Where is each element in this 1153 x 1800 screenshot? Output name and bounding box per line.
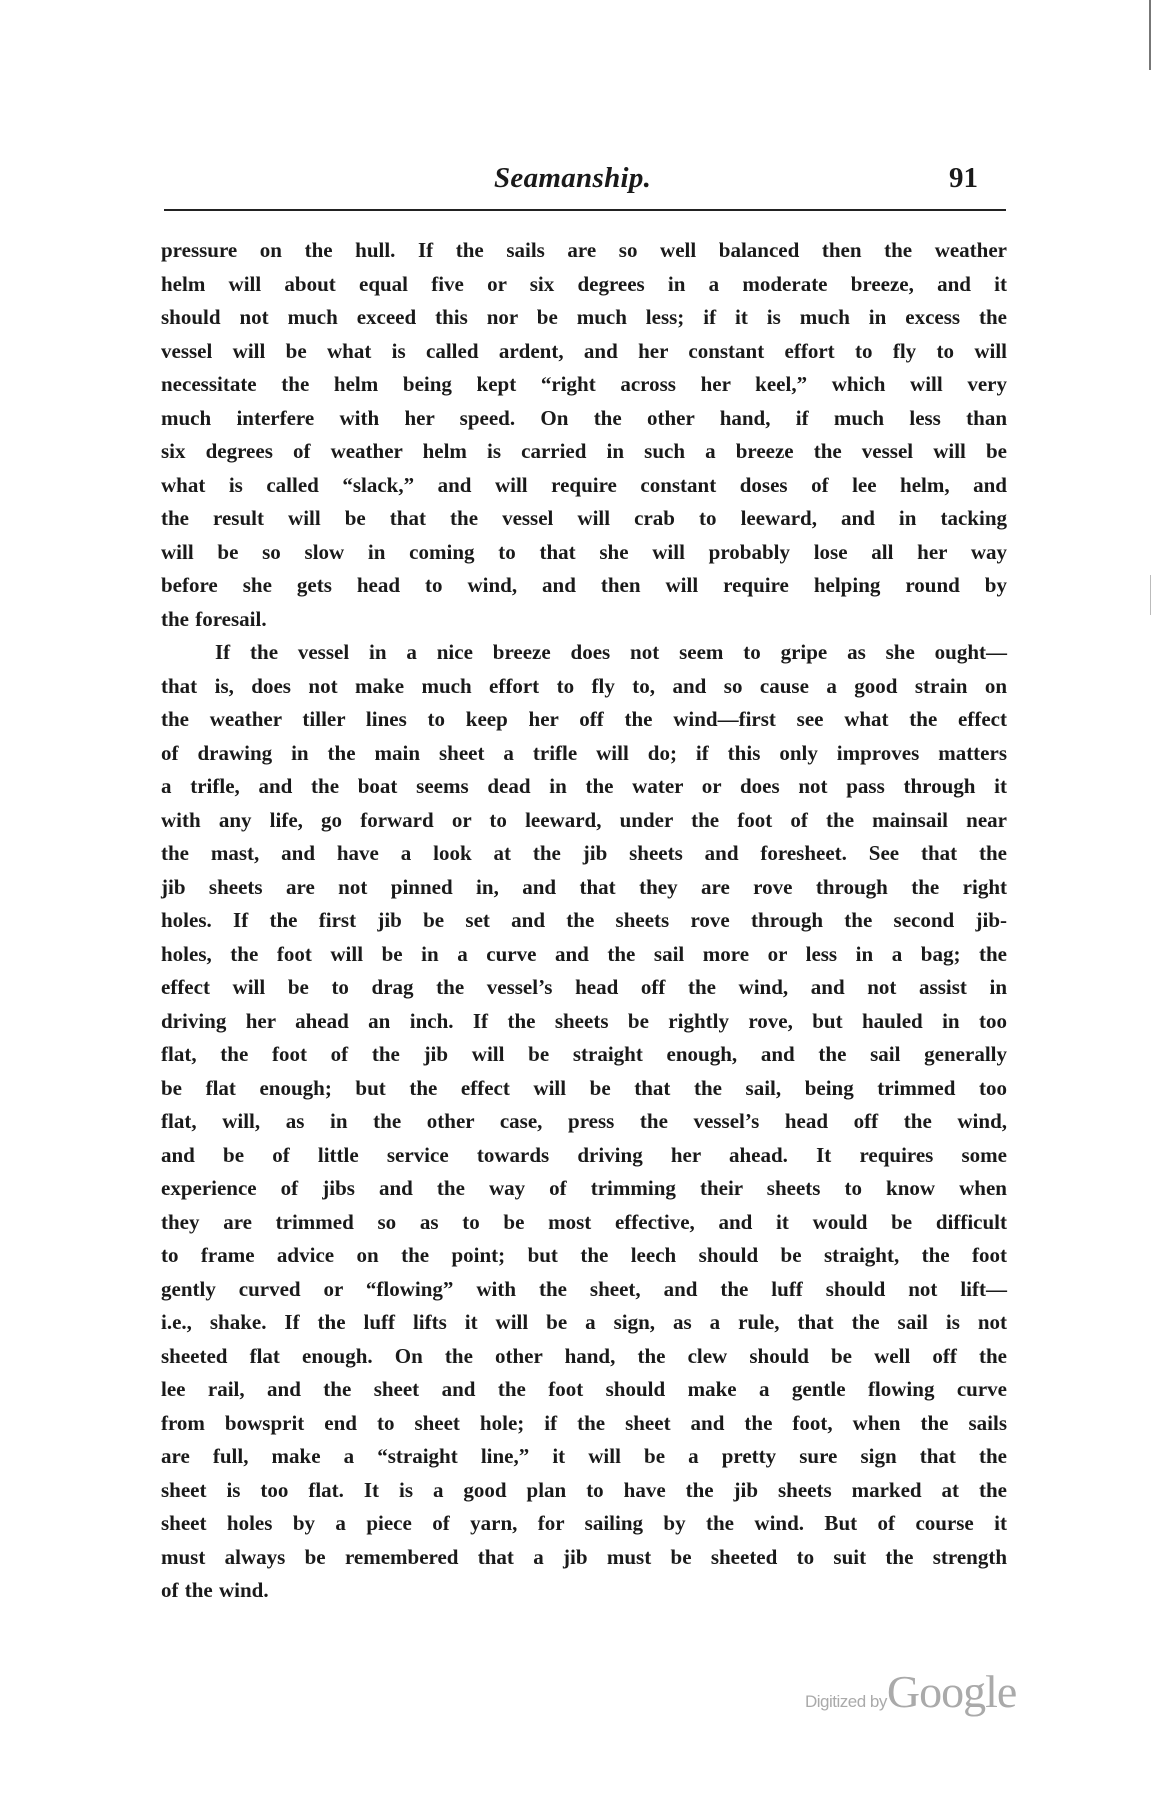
text-line: should not much exceed this nor be much less; if it is much in excess the [161, 305, 1007, 329]
text-line: the result will be that the vessel will crab to leeward, and in tacking [161, 506, 1007, 530]
text-line: six degrees of weather helm is carried in such a breeze the vessel will be [161, 439, 1007, 463]
text-line: what is called “slack,” and will require constant doses of lee helm, and [161, 472, 1007, 497]
text-line: the foresail. [161, 606, 267, 631]
running-title: Seamanship. [494, 162, 652, 194]
text-line: holes, the foot will be in a curve and the sail more or less in a bag; the [161, 941, 1007, 966]
text-line: jib sheets are not pinned in, and that they are rove through the right [161, 874, 1007, 899]
text-line: pressure on the hull. If the sails are so well balanced then the weather [161, 238, 1007, 262]
text-line: are full, make a “straight line,” it will be a pretty sure sign that the [161, 1444, 1007, 1468]
text-line: driving her ahead an inch. If the sheets be rightly rove, but hauled in too [161, 1008, 1007, 1033]
text-line: sheeted flat enough. On the other hand, the clew should be well off the [161, 1343, 1007, 1368]
text-line: with any life, go forward or to leeward, under the foot of the mainsail near [161, 807, 1007, 832]
text-line: flat, will, as in the other case, press the vessel’s head off the wind, [161, 1109, 1007, 1133]
text-line: If the vessel in a nice breeze does not seem to gripe as she ought— [215, 640, 1007, 664]
text-line: necessitate the helm being kept “right across her keel,” which will very [161, 372, 1007, 396]
page-edge-mark [1150, 575, 1151, 615]
running-head [164, 162, 1006, 202]
text-line: they are trimmed so as to be most effective, and it would be difficult [161, 1209, 1007, 1234]
text-line: will be so slow in coming to that she will probably lose all her way [161, 539, 1007, 564]
text-line: be flat enough; but the effect will be that the sail, being trimmed too [161, 1075, 1007, 1100]
text-line: holes. If the first jib be set and the sheets rove through the second jib- [161, 908, 1007, 932]
digitized-by-google-watermark [805, 1665, 1016, 1718]
text-line: must always be remembered that a jib must be sheeted to suit the strength [161, 1544, 1007, 1569]
text-line: of the wind. [161, 1578, 269, 1602]
text-line: flat, the foot of the jib will be straight enough, and the sail generally [161, 1042, 1007, 1066]
text-line: the mast, and have a look at the jib sheets and foresheet. See that the [161, 841, 1007, 865]
text-line: helm will about equal five or six degrees in a moderate breeze, and it [161, 271, 1007, 296]
text-line: experience of jibs and the way of trimming their sheets to know when [161, 1176, 1007, 1200]
body-text [161, 234, 1007, 1608]
text-line: vessel will be what is called ardent, and her constant effort to fly to will [161, 338, 1007, 363]
text-line: sheet holes by a piece of yarn, for sailing by the wind. But of course it [161, 1511, 1007, 1535]
watermark-prefix: Digitized by [805, 1692, 887, 1711]
text-line: a trifle, and the boat seems dead in the water or does not pass through it [161, 774, 1007, 798]
text-line: effect will be to drag the vessel’s head off the wind, and not assist in [161, 975, 1007, 999]
text-line: sheet is too flat. It is a good plan to have the jib sheets marked at the [161, 1477, 1007, 1502]
text-line: before she gets head to wind, and then will require helping round by [161, 573, 1007, 597]
page-number: 91 [949, 162, 978, 194]
text-line: lee rail, and the sheet and the foot should make a gentle flowing curve [161, 1377, 1007, 1401]
text-line: of drawing in the main sheet a trifle will do; if this only improves matters [161, 740, 1007, 765]
text-line: that is, does not make much effort to fly to, and so cause a good strain on [161, 673, 1007, 698]
text-line: and be of little service towards driving her ahead. It requires some [161, 1142, 1007, 1167]
text-line: to frame advice on the point; but the leech should be straight, the foot [161, 1243, 1007, 1267]
text-line: the weather tiller lines to keep her off the wind—first see what the effect [161, 707, 1007, 731]
header-rule [164, 209, 1006, 211]
text-line: i.e., shake. If the luff lifts it will be a sign, as a rule, that the sail is not [161, 1310, 1007, 1334]
text-line: gently curved or “flowing” with the sheet, and the luff should not lift— [161, 1276, 1007, 1301]
text-line: much interfere with her speed. On the other hand, if much less than [161, 405, 1007, 430]
watermark-brand: Google [886, 1666, 1017, 1717]
text-line: from bowsprit end to sheet hole; if the sheet and the foot, when the sails [161, 1410, 1007, 1435]
page-edge-mark [1149, 0, 1151, 70]
